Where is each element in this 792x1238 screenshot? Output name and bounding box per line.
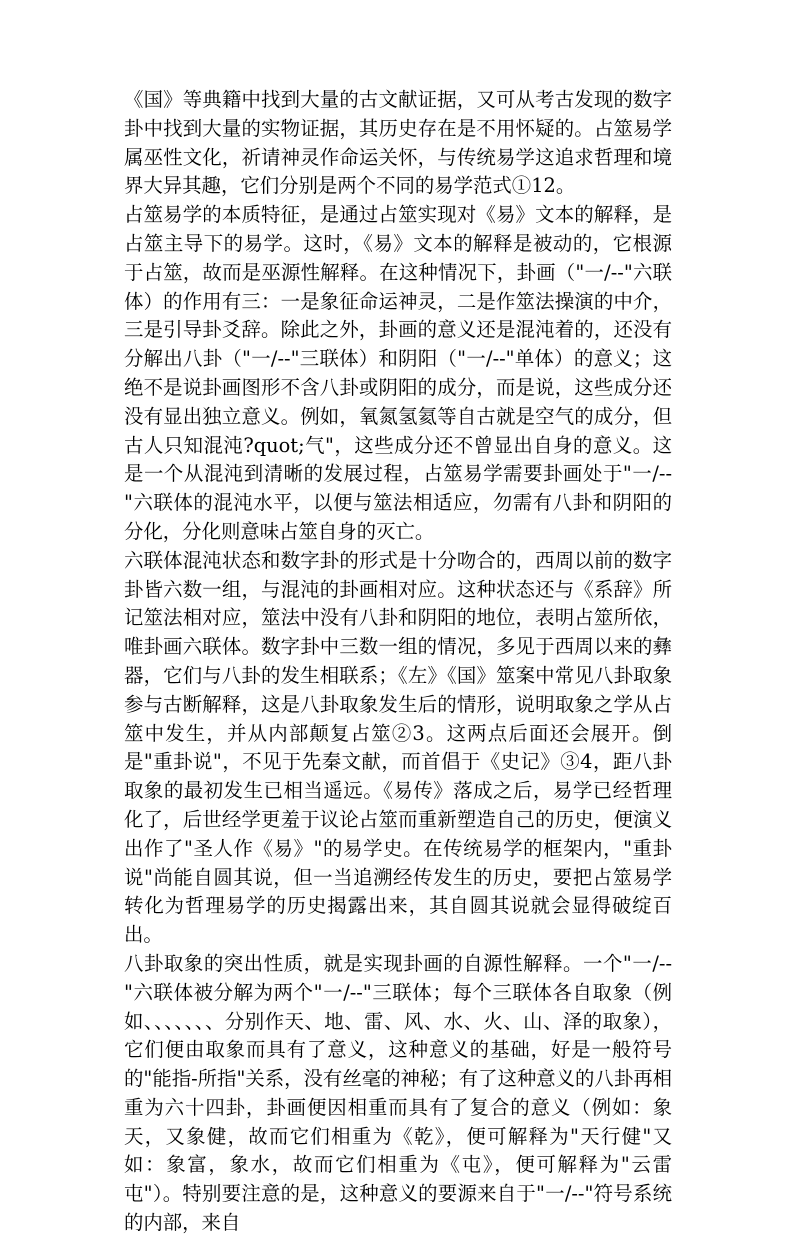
paragraph: 《国》等典籍中找到大量的古文献证据，又可从考古发现的数字卦中找到大量的实物证据，其历史存在是不用怀疑的。占筮易学属巫性文化，祈请神灵作命运关怀，与传统易学这追求哲理和境界大异其趣，它们分别是两个不同的易学范式①12。 — [124, 88, 672, 198]
paragraph: 八卦取象的突出性质，就是实现卦画的自源性解释。一个"一/--"六联体被分解为两个"一/--"三联体；每个三联体各自取象（例如、、、、、、、分别作天、地、雷、风、水、火、山、泽的取象），它们便由取象而具有了意义，这种意义的基础，好是一般符号的"能指-所指"关系，没有丝毫的神秘；有了这种意义的八卦再相重为六十四卦，卦画便因相重而具有了复合的意义（例如：象天，又象健，故而它们相重为《乾》，便可解释为"天行健"又如：象富，象水，故而它们相重为《屯》，便可解释为"云雷屯"）。特别要注意的是，这种意义的要源来自于"一/--"符号系统的内部，来自 — [124, 951, 672, 1235]
paragraph: 六联体混沌状态和数字卦的形式是十分吻合的，西周以前的数字卦皆六数一组，与混沌的卦画相对应。这种状态还与《系辞》所记筮法相对应，筮法中没有八卦和阴阳的地位，表明占筮所依，唯卦画六联体。数字卦中三数一组的情况，多见于西周以来的彝器，它们与八卦的发生相联系；《左》《国》筮案中常见八卦取象参与古断解释，这是八卦取象发生后的情形，说明取象之学从占筮中发生，并从内部颠复占筮②3。这两点后面还会展开。倒是"重卦说"，不见于先秦文献，而首倡于《史记》③4，距八卦取象的最初发生已相当遥远。《易传》落成之后，易学已经哲理化了，后世经学更羞于议论占筮而重新塑造自己的历史，便演义出作了"圣人作《易》"的易学史。在传统易学的框架内，"重卦说"尚能自圆其说，但一当追溯经传发生的历史，要把占筮易学转化为哲理易学的历史揭露出来，其自圆其说就会显得破绽百出。 — [124, 548, 672, 947]
text-column — [124, 86, 672, 1238]
paragraph: 占筮易学的本质特征，是通过占筮实现对《易》文本的解释，是占筮主导下的易学。这时，《易》文本的解释是被动的，它根源于占筮，故而是巫源性解释。在这种情况下，卦画（"一/--"六联体）的作用有三：一是象征命运神灵，二是作筮法操演的中介，三是引导卦爻辞。除此之外，卦画的意义还是混沌着的，还没有分解出八卦（"一/--"三联体）和阴阳（"一/--"单体）的意义；这绝不是说卦画图形不含八卦或阴阳的成分，而是说，这些成分还没有显出独立意义。例如，氧氮氢氦等自古就是空气的成分，但古人只知混沌?quot;气"，这些成分还不曾显出自身的意义。这是一个从混沌到清晰的发展过程，占筮易学需要卦画处于"一/--"六联体的混沌水平，以便与筮法相适应，勿需有八卦和阴阳的分化，分化则意味占筮自身的灭亡。 — [124, 203, 672, 543]
